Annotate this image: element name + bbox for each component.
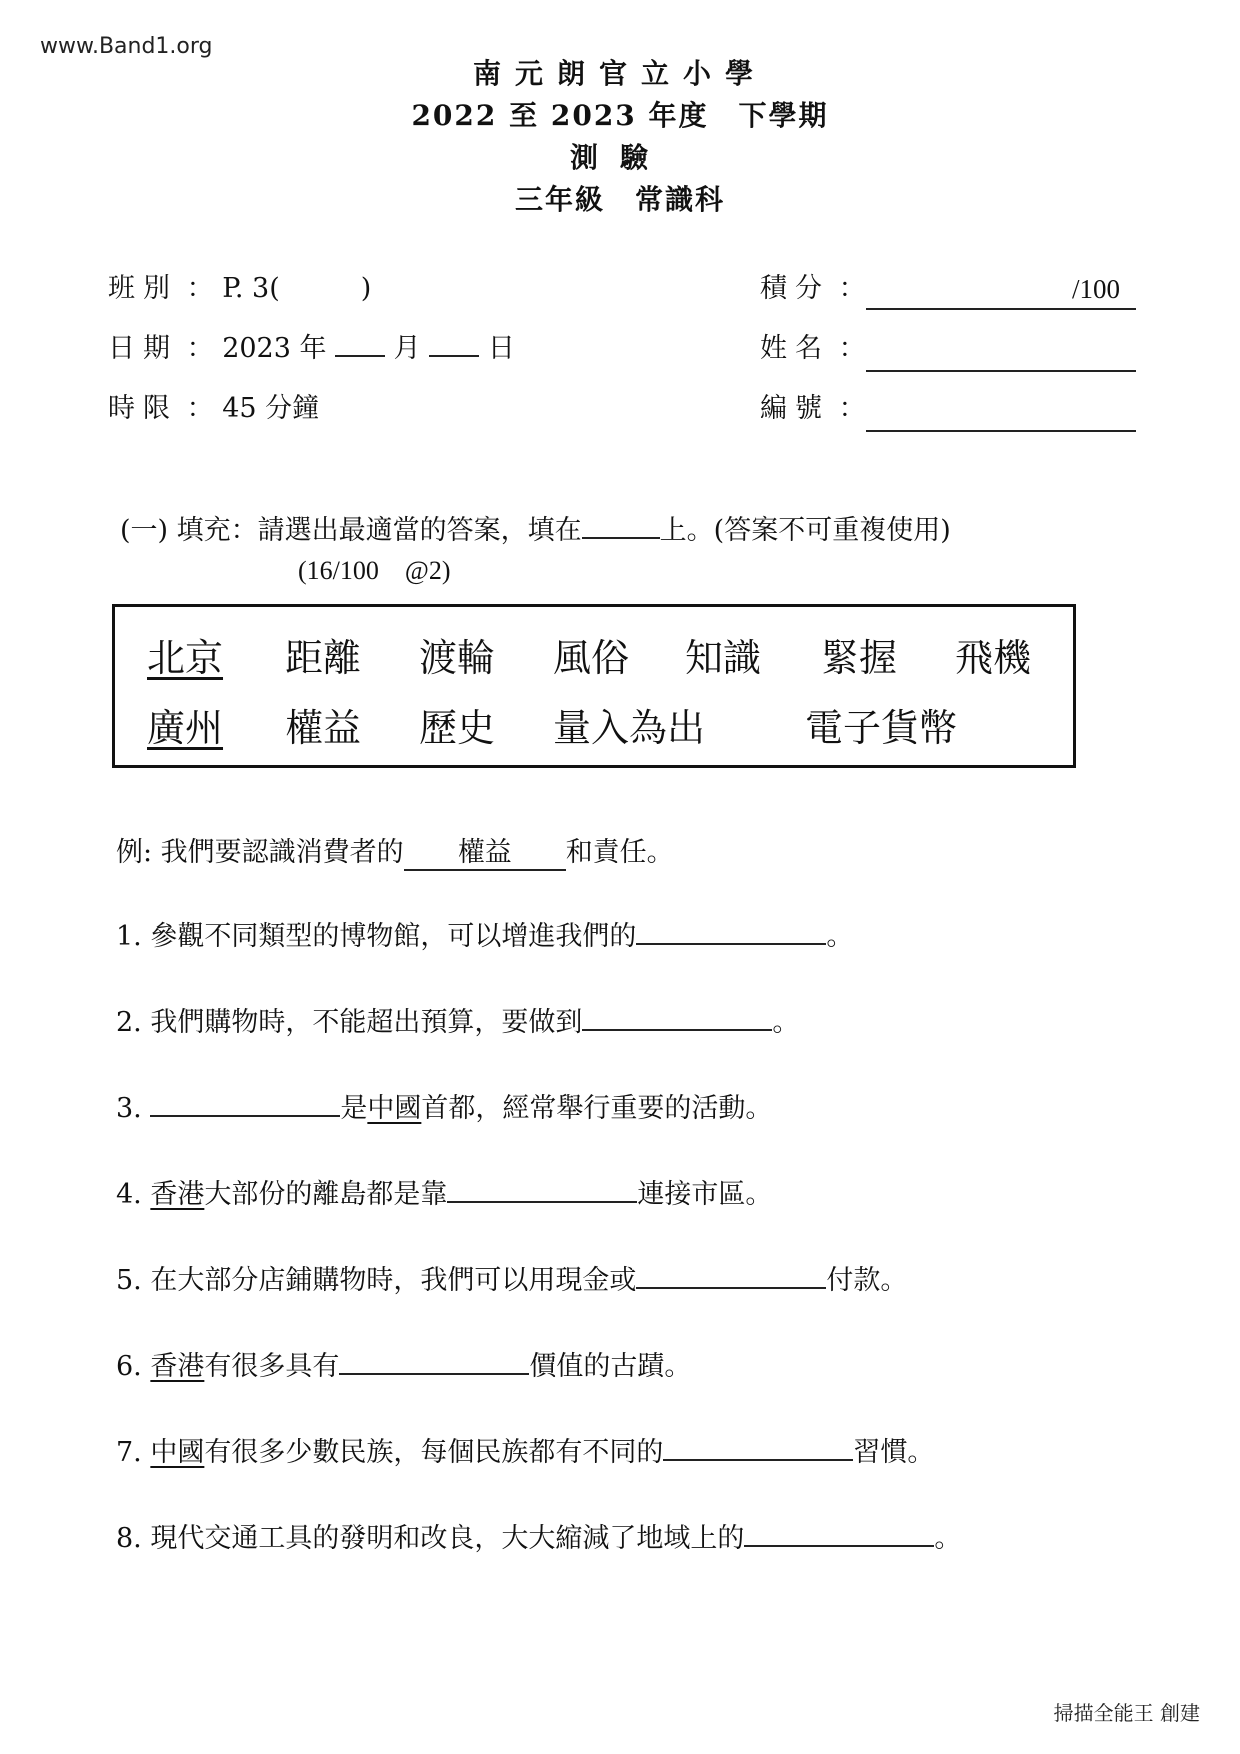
question-1 <box>116 914 853 953</box>
word-bank-item: 知識 <box>685 636 762 680</box>
question-4 <box>116 1172 772 1211</box>
question-text: 在大部分店鋪購物時，我們可以用現金或 <box>150 1265 637 1296</box>
name-line[interactable] <box>866 370 1136 372</box>
grade-subject: 三年級 常識科 <box>514 183 725 216</box>
time-label: 時限 <box>108 393 178 424</box>
word-bank-item: 北京 <box>147 636 224 680</box>
question-text-end: 連接市區。 <box>637 1179 773 1210</box>
word-bank-item: 量入為出 <box>553 706 706 750</box>
date-label: 日期 <box>108 333 178 364</box>
question-text-end: 習慣。 <box>853 1437 935 1468</box>
question-number: 2. <box>116 1007 142 1038</box>
place-name: 中國 <box>367 1093 422 1124</box>
place-name: 中國 <box>150 1437 205 1468</box>
answer-blank-2[interactable] <box>582 1007 772 1031</box>
question-text: 有很多具有 <box>204 1351 340 1382</box>
answer-blank-3[interactable] <box>150 1093 340 1117</box>
question-text-end: 價值的古蹟。 <box>529 1351 692 1382</box>
score-label: 積分 <box>760 273 830 304</box>
answer-blank-8[interactable] <box>744 1523 934 1547</box>
academic-year: 2022 至 2023 年度 下學期 <box>411 99 829 132</box>
answer-blank-7[interactable] <box>663 1437 853 1461</box>
date-year: 2023 年 <box>222 333 327 364</box>
place-name: 香港 <box>150 1179 205 1210</box>
score-line[interactable] <box>866 308 1136 310</box>
colon: ： <box>838 273 866 304</box>
date-month: 月 <box>393 333 421 364</box>
place-name: 香港 <box>150 1351 205 1382</box>
word-bank-item: 風俗 <box>553 636 630 680</box>
question-text: 現代交通工具的發明和改良，大大縮減了地域上的 <box>150 1523 745 1554</box>
section-heading-b: 上。(答案不可重複使用) <box>659 515 951 546</box>
colon: ： <box>186 273 214 304</box>
time-value: 45 分鐘 <box>222 393 320 424</box>
answer-blank-6[interactable] <box>339 1351 529 1375</box>
number-label: 編號 <box>760 393 830 424</box>
question-text: 參觀不同類型的博物館，可以增進我們的 <box>150 921 637 952</box>
date-day: 日 <box>487 333 515 364</box>
answer-blank-4[interactable] <box>447 1179 637 1203</box>
colon: ： <box>186 393 214 424</box>
word-bank-item: 廣州 <box>147 706 224 750</box>
question-text: 我們購物時，不能超出預算，要做到 <box>150 1007 583 1038</box>
number-row <box>760 386 866 425</box>
colon: ： <box>838 333 866 364</box>
score-row <box>760 266 866 305</box>
test-title: 測驗 <box>569 141 670 174</box>
example-suffix: 和責任。 <box>565 837 674 868</box>
question-number: 4. <box>116 1179 142 1210</box>
class-label: 班別 <box>108 273 178 304</box>
word-bank-item: 距離 <box>285 636 362 680</box>
word-bank-item: 電子貨幣 <box>805 706 958 750</box>
class-row <box>108 266 371 305</box>
question-number: 6. <box>116 1351 142 1382</box>
question-8 <box>116 1516 961 1555</box>
question-text-end: 付款。 <box>826 1265 908 1296</box>
question-2 <box>116 1000 799 1039</box>
class-value: P. 3( ) <box>222 273 372 304</box>
name-label: 姓名 <box>760 333 830 364</box>
question-text-end: 。 <box>826 921 854 952</box>
question-text: 是 <box>340 1093 368 1124</box>
time-row <box>108 386 319 425</box>
number-line[interactable] <box>866 430 1136 432</box>
word-bank-item: 歷史 <box>419 706 496 750</box>
scanner-credit: 掃描全能王 創建 <box>1053 1701 1200 1725</box>
question-6 <box>116 1344 691 1383</box>
question-5 <box>116 1258 907 1297</box>
question-7 <box>116 1430 934 1469</box>
question-text: 有很多少數民族，每個民族都有不同的 <box>204 1437 664 1468</box>
school-name: 南元朗官立小學 <box>472 57 767 90</box>
question-text: 大部份的離島都是靠 <box>204 1179 448 1210</box>
question-text-end: 。 <box>934 1523 962 1554</box>
section-heading-a: (一) 填充：請選出最適當的答案，填在 <box>120 515 582 546</box>
date-row <box>108 326 515 365</box>
word-bank-item: 飛機 <box>955 636 1032 680</box>
watermark-text: www.Band1.org <box>40 34 213 59</box>
name-row <box>760 326 866 365</box>
section-heading <box>120 508 951 547</box>
word-bank-item: 緊握 <box>821 636 898 680</box>
example-answer: 權益 <box>404 830 566 871</box>
day-blank[interactable] <box>429 333 479 357</box>
question-number: 7. <box>116 1437 142 1468</box>
question-3 <box>116 1086 772 1125</box>
question-number: 5. <box>116 1265 142 1296</box>
answer-blank-1[interactable] <box>636 921 826 945</box>
example-line <box>116 830 674 871</box>
question-text-end: 首都，經常舉行重要的活動。 <box>421 1093 773 1124</box>
word-bank-item: 渡輪 <box>419 636 496 680</box>
question-number: 8. <box>116 1523 142 1554</box>
word-bank <box>112 604 1076 768</box>
word-bank-item: 權益 <box>285 706 362 750</box>
example-prefix: 例: 我們要認識消費者的 <box>116 837 404 868</box>
colon: ： <box>186 333 214 364</box>
question-number: 3. <box>116 1093 142 1124</box>
heading-blank <box>582 517 660 539</box>
month-blank[interactable] <box>335 333 385 357</box>
score-total: /100 <box>1072 274 1121 304</box>
question-text-end: 。 <box>772 1007 800 1038</box>
colon: ： <box>838 393 866 424</box>
question-number: 1. <box>116 921 142 952</box>
section-marks: (16/100 @2) <box>298 556 451 585</box>
answer-blank-5[interactable] <box>636 1265 826 1289</box>
